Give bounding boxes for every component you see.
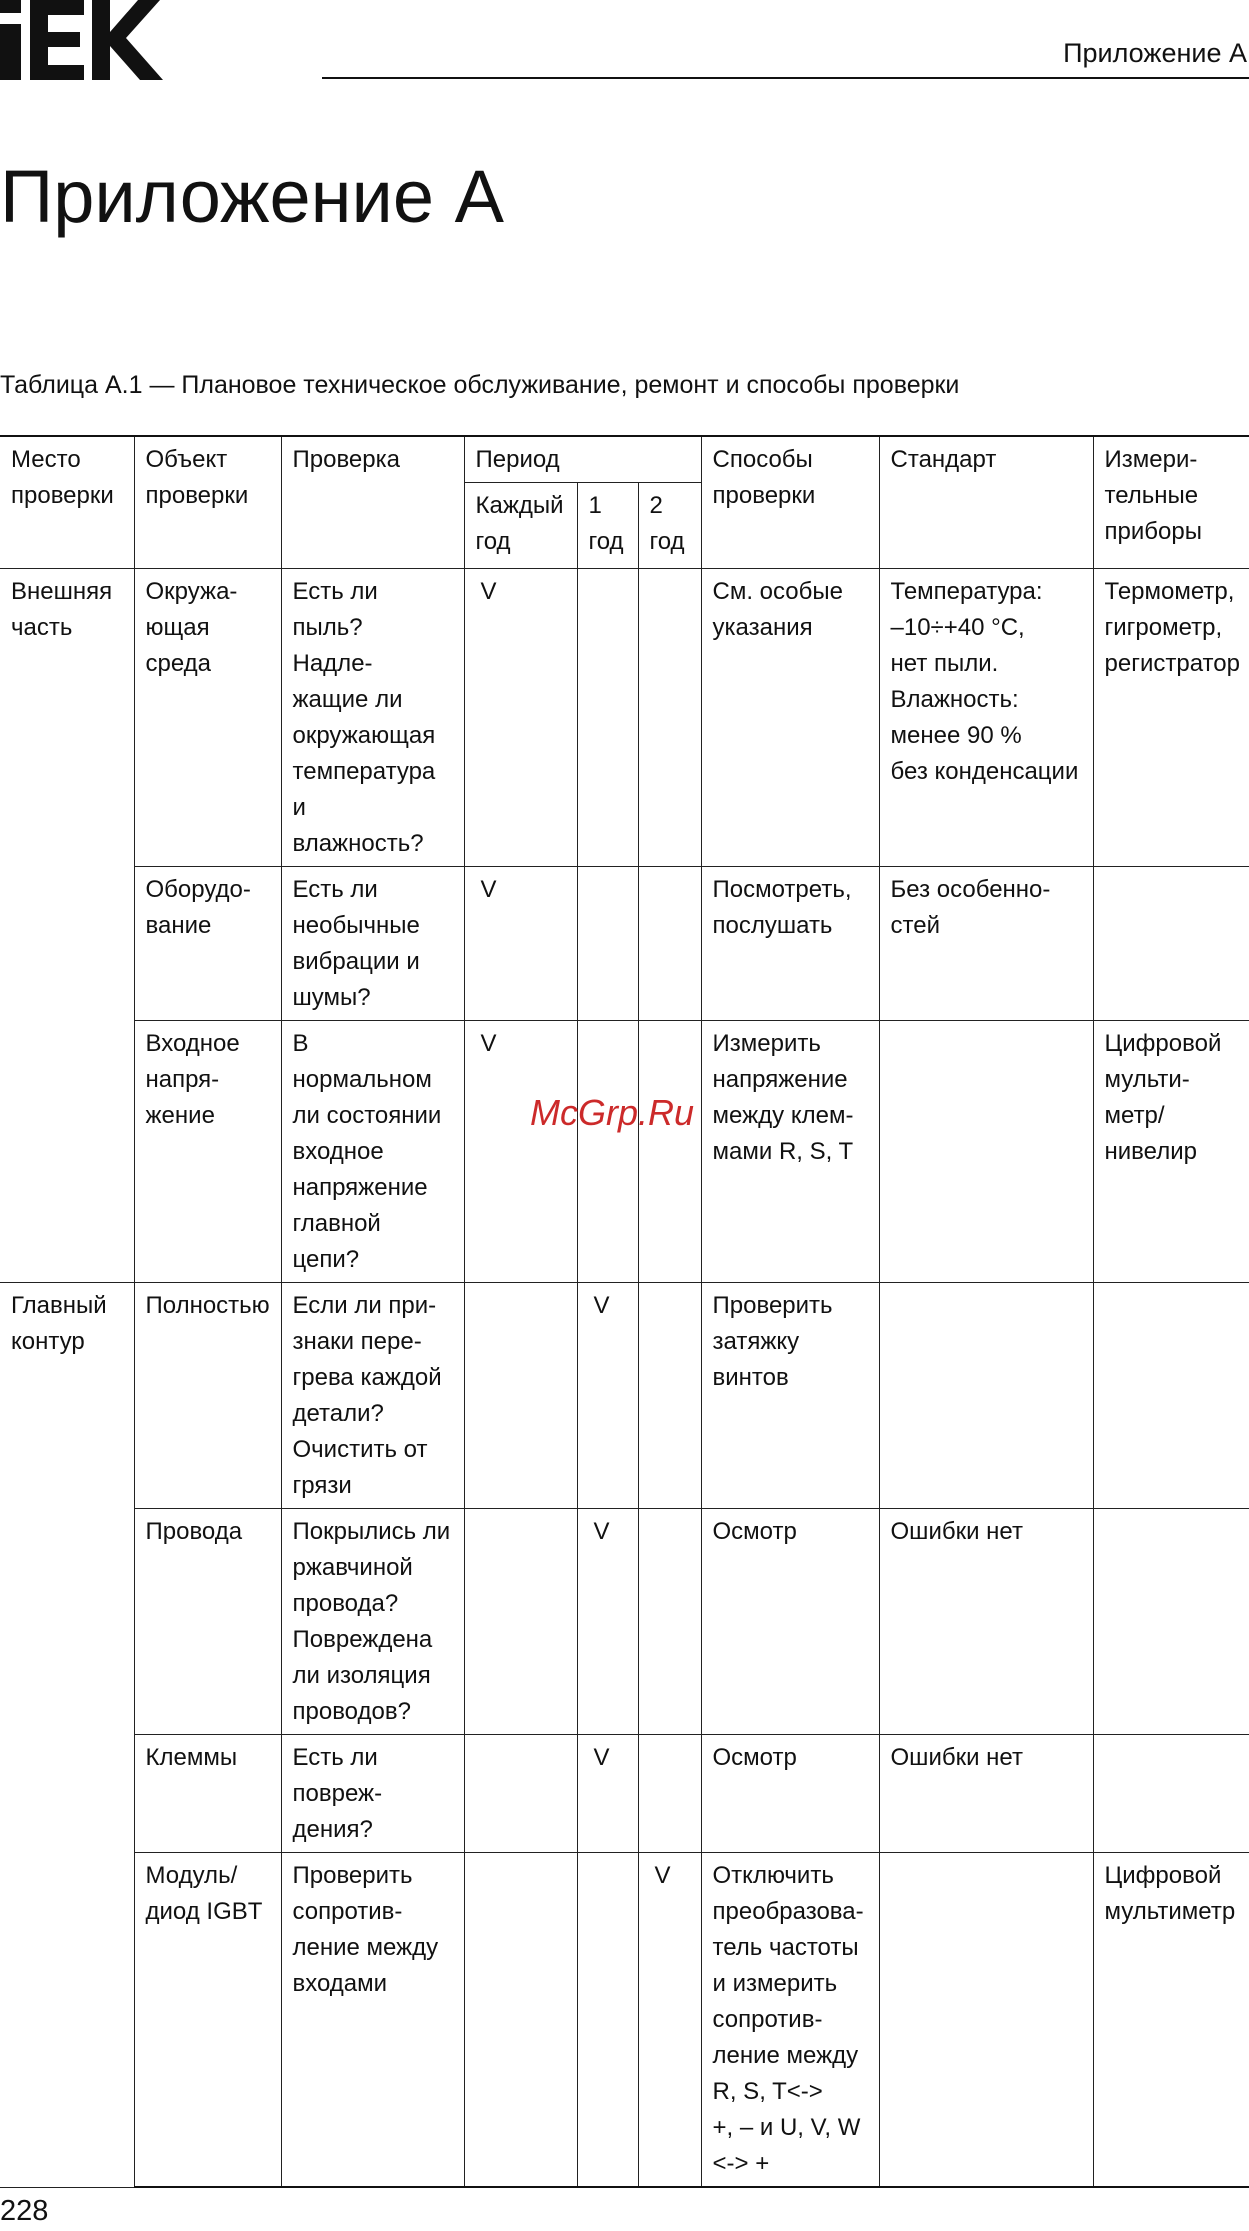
cell-check: Есть ли необычные вибрации и шумы? <box>281 867 464 1021</box>
cell-period-2-year <box>638 867 701 1021</box>
header-row <box>0 436 1249 483</box>
table-row <box>0 569 1249 867</box>
header-object: Объект проверки <box>134 436 281 569</box>
table-row <box>0 1283 1249 1509</box>
cell-instruments: Цифровой мульти- метр/ нивелир <box>1093 1021 1249 1283</box>
cell-standard <box>879 1283 1093 1509</box>
cell-standard: Ошибки нет <box>879 1509 1093 1735</box>
running-header: Приложение А <box>1063 38 1247 68</box>
watermark: McGrp.Ru <box>530 1092 695 1133</box>
header-check: Проверка <box>281 436 464 569</box>
cell-place: Главный контур <box>0 1283 134 2188</box>
header-methods: Способы проверки <box>701 436 879 569</box>
cell-method: См. особые указания <box>701 569 879 867</box>
cell-period-each-year <box>464 1509 577 1735</box>
cell-check: Если ли при- знаки пере- грева каждой детали? Очистить от грязи <box>281 1283 464 1509</box>
header-standard: Стандарт <box>879 436 1093 569</box>
table-row <box>0 1853 1249 2188</box>
cell-instruments: Термометр, гигрометр, регистратор <box>1093 569 1249 867</box>
cell-object: Оборудо- вание <box>134 867 281 1021</box>
cell-period-2-year <box>638 1735 701 1853</box>
cell-period-2-year <box>638 1021 701 1283</box>
cell-method: Осмотр <box>701 1509 879 1735</box>
cell-check: Есть ли пыль? Надле- жащие ли окружающая температура и влажность? <box>281 569 464 867</box>
cell-period-2-year <box>638 569 701 867</box>
cell-period-1-year: V <box>577 1735 638 1853</box>
cell-check: Проверить сопротив- ление между входами <box>281 1853 464 2188</box>
cell-period-1-year <box>577 569 638 867</box>
header-period: Период <box>464 436 701 483</box>
cell-object: Клеммы <box>134 1735 281 1853</box>
cell-instruments <box>1093 867 1249 1021</box>
iek-logo <box>0 0 165 80</box>
cell-period-each-year <box>464 1283 577 1509</box>
cell-object: Входное напря- жение <box>134 1021 281 1283</box>
cell-place: Внешняя часть <box>0 569 134 1283</box>
maintenance-table <box>0 435 1249 2188</box>
table-caption: Таблица А.1 — Плановое техническое обслуживание, ремонт и способы проверки <box>0 371 960 399</box>
cell-object: Модуль/ диод IGBT <box>134 1853 281 2188</box>
cell-period-each-year: V <box>464 867 577 1021</box>
cell-period-1-year <box>577 867 638 1021</box>
cell-period-each-year <box>464 1735 577 1853</box>
cell-check: В нормальном ли состоянии входное напряжение главной цепи? <box>281 1021 464 1283</box>
cell-method: Измерить напряжение между клем- мами R, S, T <box>701 1021 879 1283</box>
cell-period-each-year <box>464 1853 577 2188</box>
cell-period-1-year <box>577 1021 638 1283</box>
cell-method: Осмотр <box>701 1735 879 1853</box>
header-rule <box>322 77 1249 79</box>
cell-standard <box>879 1853 1093 2188</box>
cell-standard: Без особенно- стей <box>879 867 1093 1021</box>
cell-method: Проверить затяжку винтов <box>701 1283 879 1509</box>
header-period-each-year: Каждый год <box>464 483 577 569</box>
header-instruments: Измери- тельные приборы <box>1093 436 1249 569</box>
cell-check: Покрылись ли ржавчиной провода? Повреждена ли изоляция проводов? <box>281 1509 464 1735</box>
cell-check: Есть ли повреж- дения? <box>281 1735 464 1853</box>
cell-period-each-year: V <box>464 1021 577 1283</box>
header-place: Место проверки <box>0 436 134 569</box>
table-row <box>0 867 1249 1021</box>
table-row <box>0 1735 1249 1853</box>
page-title: Приложение А <box>0 155 504 238</box>
cell-standard <box>879 1021 1093 1283</box>
cell-period-2-year <box>638 1509 701 1735</box>
cell-period-1-year <box>577 1853 638 2188</box>
cell-object: Полностью <box>134 1283 281 1509</box>
cell-standard: Ошибки нет <box>879 1735 1093 1853</box>
cell-object: Окружа- ющая среда <box>134 569 281 867</box>
cell-instruments <box>1093 1509 1249 1735</box>
cell-instruments: Цифровой мультиметр <box>1093 1853 1249 2188</box>
cell-period-1-year: V <box>577 1509 638 1735</box>
table-row <box>0 1021 1249 1283</box>
cell-standard: Температура: –10÷+40 °С, нет пыли. Влажность: менее 90 % без конденсации <box>879 569 1093 867</box>
cell-instruments <box>1093 1735 1249 1853</box>
cell-method: Отключить преобразова- тель частоты и измерить сопротив- ление между R, S, T<-> +, – и U, V, W <-> + <box>701 1853 879 2188</box>
cell-period-each-year: V <box>464 569 577 867</box>
cell-period-1-year: V <box>577 1283 638 1509</box>
page-number: 228 <box>0 2195 49 2227</box>
table-row <box>0 1509 1249 1735</box>
header-period-1-year: 1 год <box>577 483 638 569</box>
cell-period-2-year <box>638 1283 701 1509</box>
cell-object: Провода <box>134 1509 281 1735</box>
cell-instruments <box>1093 1283 1249 1509</box>
cell-method: Посмотреть, послушать <box>701 867 879 1021</box>
header-period-2-year: 2 год <box>638 483 701 569</box>
cell-period-2-year: V <box>638 1853 701 2188</box>
